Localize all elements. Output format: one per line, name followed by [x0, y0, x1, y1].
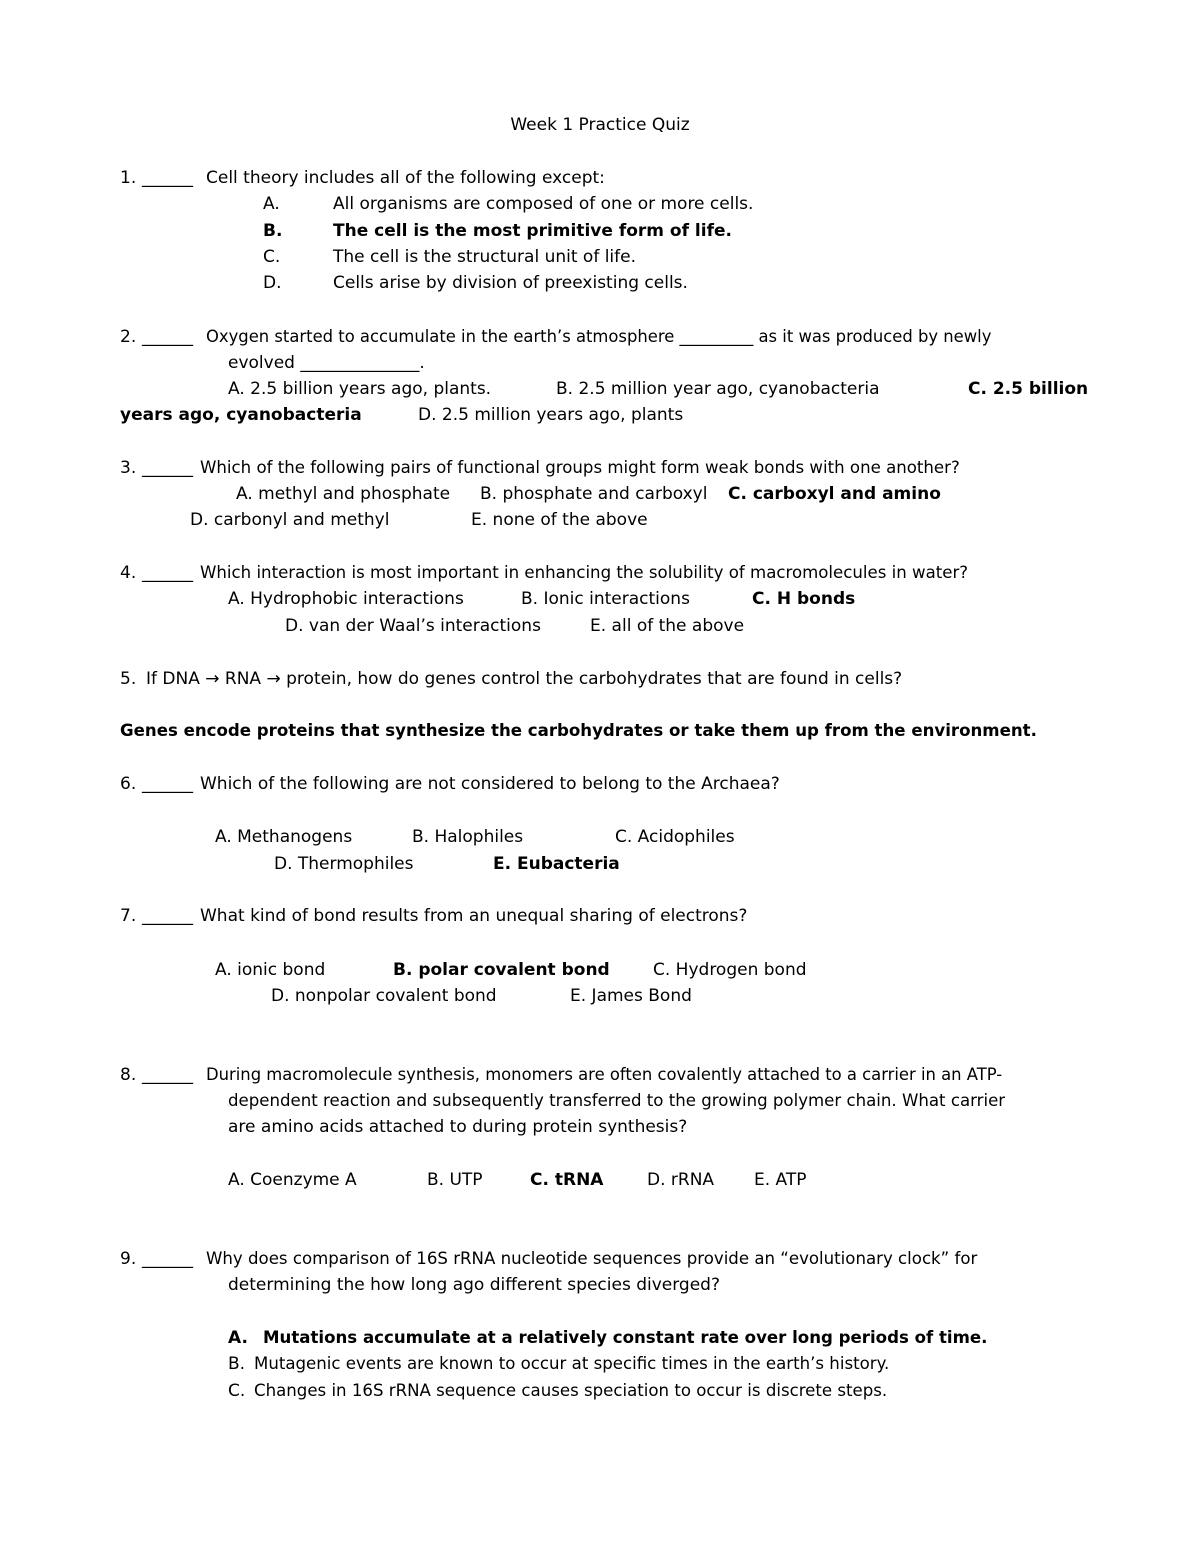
option-e: E. ATP	[754, 1170, 807, 1190]
option-text-correct: The cell is the most primitive form of life.	[333, 221, 732, 241]
question-text: dependent reaction and subsequently transferred to the growing polymer chain. What carrier	[228, 1091, 1006, 1110]
answer-blank: ______	[142, 906, 193, 926]
option-text: All organisms are composed of one or more cells.	[333, 194, 754, 214]
question-number: 4.	[120, 563, 137, 583]
arrow-right-icon: →	[205, 669, 220, 689]
option-c-correct: C. tRNA	[530, 1170, 604, 1190]
answer-blank: ______	[142, 327, 193, 347]
option-b: B. phosphate and carboxyl	[480, 484, 708, 504]
answer-blank: ______	[142, 458, 193, 478]
answer-text: Genes encode proteins that synthesize the carbohydrates or take them up from the environment.	[120, 721, 1037, 740]
option-d: D. van der Waal’s interactions	[285, 616, 541, 636]
option-a: A. 2.5 billion years ago, plants.	[228, 379, 492, 399]
option-text-correct: Mutations accumulate at a relatively constant rate over long periods of time.	[263, 1328, 988, 1347]
question-text-part: If DNA	[146, 669, 200, 689]
answer-blank: ______	[142, 1065, 193, 1085]
option-letter: B.	[263, 221, 283, 241]
question-text: What kind of bond results from an unequal sharing of electrons?	[200, 906, 748, 926]
question-number: 9.	[120, 1249, 137, 1269]
arrow-right-icon: →	[266, 669, 281, 689]
question-number: 2.	[120, 327, 137, 347]
option-text: Mutagenic events are known to occur at specific times in the earth’s history.	[254, 1354, 890, 1373]
option-e: E. James Bond	[570, 986, 692, 1006]
answer-blank: ______	[142, 168, 193, 188]
answer-blank: ______	[142, 774, 193, 794]
option-d: D. rRNA	[647, 1170, 715, 1190]
question-number: 5.	[120, 669, 137, 689]
option-a: A. Methanogens	[215, 827, 353, 847]
option-b-correct: B. polar covalent bond	[393, 960, 610, 980]
option-b: B. Ionic interactions	[521, 589, 690, 609]
option-text: Cells arise by division of preexisting cells.	[333, 273, 688, 293]
question-text: During macromolecule synthesis, monomers are often covalently attached to a carrier in an ATP-	[206, 1065, 1003, 1084]
question-text: Oxygen started to accumulate in the earth’s atmosphere _________ as it was produced by newly	[206, 327, 992, 346]
option-letter: D.	[263, 273, 282, 293]
question-text: Which interaction is most important in enhancing the solubility of macromolecules in water?	[200, 563, 969, 582]
option-e: E. none of the above	[471, 510, 648, 530]
option-c: C. Hydrogen bond	[653, 960, 807, 980]
page-title: Week 1 Practice Quiz	[510, 115, 690, 135]
option-a: A. ionic bond	[215, 960, 326, 980]
option-c: C. Acidophiles	[615, 827, 735, 847]
option-d: D. carbonyl and methyl	[190, 510, 390, 530]
option-d: D. nonpolar covalent bond	[271, 986, 497, 1006]
option-letter: B.	[228, 1354, 246, 1374]
option-b: B. Halophiles	[412, 827, 524, 847]
option-a: A. methyl and phosphate	[236, 484, 451, 504]
option-d: D. 2.5 million years ago, plants	[418, 405, 684, 425]
option-b: B. 2.5 million year ago, cyanobacteria	[556, 379, 880, 399]
option-c-correct: C. 2.5 billion	[968, 379, 1089, 399]
question-number: 7.	[120, 906, 137, 926]
question-text: are amino acids attached to during protein synthesis?	[228, 1117, 688, 1137]
option-e-correct: E. Eubacteria	[493, 854, 620, 874]
option-c-correct: years ago, cyanobacteria	[120, 405, 362, 425]
option-letter: C.	[263, 247, 281, 267]
answer-blank: ______	[142, 563, 193, 583]
option-b: B. UTP	[427, 1170, 483, 1190]
option-c-correct: C. carboxyl and amino	[728, 484, 941, 504]
question-text: determining the how long ago different species diverged?	[228, 1275, 720, 1295]
question-number: 8.	[120, 1065, 137, 1085]
question-text: Cell theory includes all of the following except:	[206, 168, 605, 188]
option-d: D. Thermophiles	[274, 854, 414, 874]
question-text: Which of the following are not considered to belong to the Archaea?	[200, 774, 780, 794]
option-text: The cell is the structural unit of life.	[333, 247, 636, 267]
option-letter: A.	[263, 194, 280, 214]
question-text: Why does comparison of 16S rRNA nucleotide sequences provide an “evolutionary clock” for	[206, 1249, 978, 1268]
option-a: A. Coenzyme A	[228, 1170, 357, 1190]
question-number: 1.	[120, 168, 137, 188]
question-text-part: protein, how do genes control the carbohydrates that are found in cells?	[286, 669, 903, 689]
option-a: A. Hydrophobic interactions	[228, 589, 464, 609]
question-text: evolved ______________.	[228, 353, 425, 373]
question-number: 6.	[120, 774, 137, 794]
answer-blank: ______	[142, 1249, 193, 1269]
question-number: 3.	[120, 458, 137, 478]
option-c-correct: C. H bonds	[752, 589, 856, 609]
option-letter: A.	[228, 1328, 248, 1348]
question-text	[146, 666, 902, 692]
question-text-part: RNA	[224, 669, 262, 689]
question-text: Which of the following pairs of functional groups might form weak bonds with one another?	[200, 458, 960, 477]
option-letter: C.	[228, 1381, 246, 1401]
option-e: E. all of the above	[590, 616, 745, 636]
option-text: Changes in 16S rRNA sequence causes speciation to occur is discrete steps.	[254, 1381, 888, 1400]
